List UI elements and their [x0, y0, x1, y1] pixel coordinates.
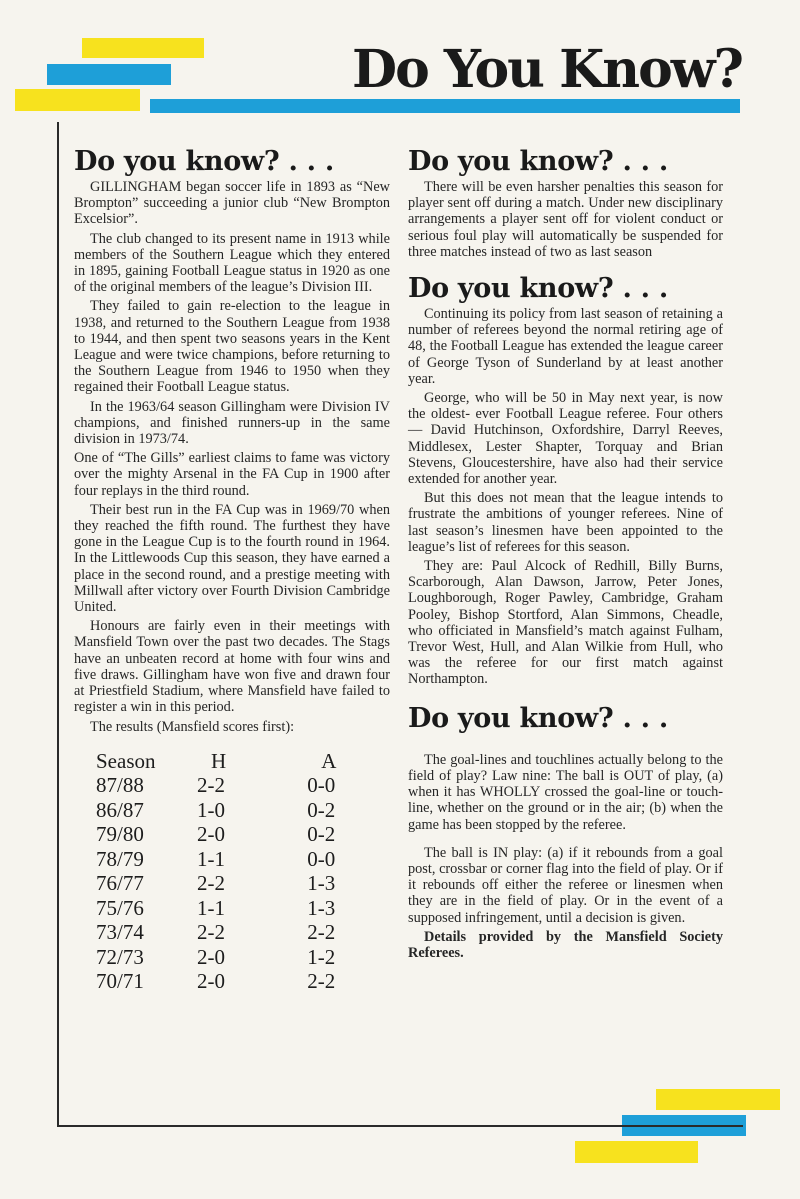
blue-rule-top [150, 99, 740, 113]
results-header-home: H [211, 748, 227, 773]
referees-paragraph: George, who will be 50 in May next year, is now the oldest- ever Football League referee. Four others — David Hutchinson, Oxfordshire, Darryl Reeves, Middlesex, Lester Shapter, Torquay and Brian Stevens, Gloucestershire, have also had their service extended for another year. [408, 390, 723, 488]
yellow-bar-top-2 [15, 89, 140, 111]
table-row [96, 822, 390, 847]
results-header-row [96, 749, 390, 774]
season-cell: 87/88 [96, 773, 144, 798]
table-row [96, 798, 390, 823]
right-column [408, 145, 723, 961]
results-header-away: A [321, 748, 337, 773]
left-paragraph: One of “The Gills” earliest claims to fame was victory over the mighty Arsenal in the FA Cup in 1900 after four replays in the third round. [74, 450, 390, 499]
home-score-cell: 1-1 [197, 846, 226, 871]
table-row [96, 773, 390, 798]
away-score-cell: 0-0 [307, 773, 336, 798]
left-column [74, 145, 390, 994]
season-cell: 86/87 [96, 797, 144, 822]
blue-bar-top-1 [47, 64, 171, 85]
season-cell: 76/77 [96, 871, 144, 896]
away-score-cell: 0-0 [307, 846, 336, 871]
left-heading: Do you know? . . . [74, 146, 334, 177]
away-score-cell: 1-2 [307, 944, 336, 969]
left-paragraph: Honours are fairly even in their meetings with Mansfield Town over the past two decades. The Stags have an unbeaten record at home with four wins and five draws. Gillingham have won five and drawn four at Priestfield Stadium, where Mansfield have failed to register a win in this period. [74, 618, 390, 716]
table-row [96, 847, 390, 872]
referees-paragraph: They are: Paul Alcock of Redhill, Billy Burns, Scarborough, Alan Dawson, Jarrow, Peter Jones, Loughborough, Roger Pawley, Cambridge, Graham Pooley, Bishop Stortford, Alan Simmons, Cheadle, who officiated in Mansfield’s match against Fulham, Trevor West, Hull, and Alan Wilkie from Hull, who was the referee for our first match against Northampton. [408, 558, 723, 688]
table-row [96, 871, 390, 896]
away-score-cell: 0-2 [307, 797, 336, 822]
referees-paragraph: Continuing its policy from last season of retaining a number of referees beyond the normal retiring age of 48, the Football League has extended the league career of George Tyson of Sunderland by at least another year. [408, 306, 723, 387]
home-score-cell: 2-0 [197, 822, 226, 847]
right-heading-2: Do you know? . . . [408, 273, 668, 305]
left-paragraph: The club changed to its present name in 1913 while members of the Southern League which they entered in 1895, gaining Football League status in 1920 as one of the original members of the league’s Division III. [74, 230, 390, 296]
right-heading-1: Do you know? . . . [408, 146, 668, 177]
season-cell: 75/76 [96, 895, 144, 920]
table-row [96, 945, 390, 970]
home-score-cell: 2-0 [197, 969, 226, 994]
season-cell: 73/74 [96, 920, 144, 945]
away-score-cell: 2-2 [307, 920, 336, 945]
laws-paragraph: The goal-lines and touchlines actually belong to the field of play? Law nine: The ball is OUT of play, (a) when it has WHOLLY crossed the goal-line or touch-line, whether on the ground or in the air; (b) when the game has been stopped by the referee. [408, 751, 723, 833]
home-score-cell: 2-2 [197, 773, 226, 798]
home-score-cell: 2-0 [197, 944, 226, 969]
away-score-cell: 2-2 [307, 969, 336, 994]
home-score-cell: 2-2 [197, 871, 226, 896]
referees-paragraph: But this does not mean that the league intends to frustrate the ambitions of younger referees. Nine of last season’s linesmen have been appointed to the league’s list of referees for this season. [408, 490, 723, 555]
home-score-cell: 1-0 [197, 797, 226, 822]
home-score-cell: 2-2 [197, 920, 226, 945]
laws-paragraph: The ball is IN play: (a) if it rebounds from a goal post, crossbar or corner flag into the field of play. Or if it rebounds off either the referee or linesmen when they are in the field of play. Or in the event of a supposed infringement, until a decision is given. [408, 844, 723, 926]
left-paragraph: Their best run in the FA Cup was in 1969/70 when they reached the fifth round. The furthest they have gone in the League Cup is to the fourth round in 1964. In the Littlewoods Cup this season, they have earned a place in the second round, and a prestige meeting with Millwall after victory over Fourth Division Cambridge United. [74, 501, 390, 616]
credit-line: Details provided by the Mansfield Society Referees. [408, 928, 723, 961]
results-intro: The results (Mansfield scores first): [90, 718, 295, 735]
away-score-cell: 1-3 [307, 871, 336, 896]
season-cell: 72/73 [96, 944, 144, 969]
season-cell: 78/79 [96, 846, 144, 871]
table-row [96, 969, 390, 994]
left-paragraph: GILLINGHAM began soccer life in 1893 as “New Brompton” succeeding a junior club “New Brompton Excelsior”. [74, 179, 390, 228]
yellow-bar-bottom-2 [575, 1141, 698, 1163]
results-table [96, 749, 390, 994]
home-score-cell: 1-1 [197, 895, 226, 920]
yellow-bar-top-1 [82, 38, 204, 58]
penalties-paragraph: There will be even harsher penalties this season for player sent off during a match. Under new disciplinary arrangements a player sent off for violent conduct or serious foul play will automatically be suspended for three matches instead of two as last season [408, 179, 723, 260]
left-paragraph: They failed to gain re-election to the league in 1938, and returned to the Southern League from 1938 to 1944, and then spent two seasons years in the Kent League and were twice champions, before returning to the Southern League from 1946 to 1950 when they regained their Football League status. [74, 298, 390, 396]
table-row [96, 896, 390, 921]
away-score-cell: 1-3 [307, 895, 336, 920]
table-row [96, 920, 390, 945]
away-score-cell: 0-2 [307, 822, 336, 847]
season-cell: 70/71 [96, 969, 144, 994]
results-header-season: Season [96, 748, 156, 773]
season-cell: 79/80 [96, 822, 144, 847]
right-heading-3: Do you know? . . . [408, 702, 668, 734]
page-title: Do You Know? [352, 39, 742, 100]
left-paragraph: In the 1963/64 season Gillingham were Division IV champions, and finished runners-up in the same division in 1973/74. [74, 398, 390, 448]
